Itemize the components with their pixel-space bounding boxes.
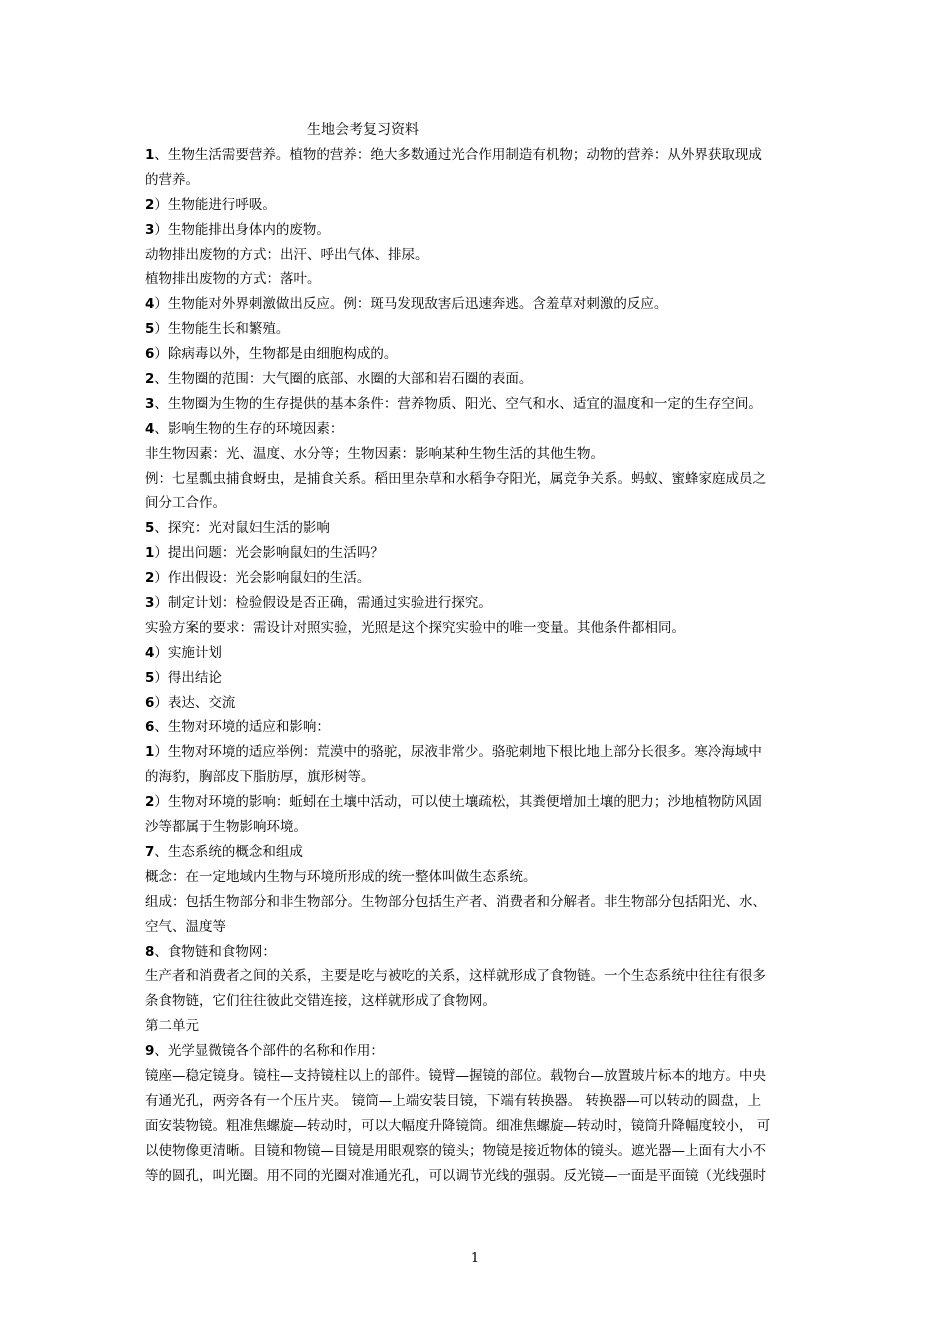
line-text: ）生物对环境的影响：蚯蚓在土壤中活动，可以使土壤疏松，其粪便增加土壤的肥力；沙地植物防风固 xyxy=(154,794,762,811)
item-number: 2 xyxy=(145,196,155,213)
line-text: ）生物能生长和繁殖。 xyxy=(154,321,290,338)
item-number: 7 xyxy=(145,843,155,860)
line-text: ）生物对环境的适应举例：荒漠中的骆驼，尿液非常少。骆驼刺地下根比地上部分长很多。寒冷海域中 xyxy=(154,744,762,761)
line-text: 镜座—稳定镜身。镜柱—支持镜柱以上的部件。镜臂—握镜的部位。载物台—放置玻片标本的地方。中央 xyxy=(145,1067,766,1084)
text-line xyxy=(145,1014,810,1039)
text-line xyxy=(145,865,810,890)
line-text: ）生物能进行呼吸。 xyxy=(154,196,276,213)
text-line xyxy=(145,790,810,815)
item-number: 4 xyxy=(145,420,155,437)
line-text: 、生态系统的概念和组成 xyxy=(154,843,303,860)
line-text: ）得出结论 xyxy=(154,669,222,686)
line-text: ）除病毒以外，生物都是由细胞构成的。 xyxy=(154,346,398,363)
item-number: 8 xyxy=(145,943,155,960)
text-line xyxy=(145,1114,810,1139)
item-number: 4 xyxy=(145,296,155,313)
text-line xyxy=(145,516,810,541)
item-number: 3 xyxy=(145,395,155,412)
line-text: ）生物能对外界刺激做出反应。例：斑马发现敌害后迅速奔逃。含羞草对刺激的反应。 xyxy=(154,296,668,313)
item-number: 6 xyxy=(145,694,155,711)
line-text: 的营养。 xyxy=(145,171,199,188)
line-text: 有通光孔，两旁各有一个压片夹。 镜筒—上端安装目镜，下端有转换器。 转换器—可以转动的圆盘，上 xyxy=(145,1092,762,1109)
document-body xyxy=(145,143,810,1188)
line-text: ）实施计划 xyxy=(154,644,222,661)
page-title: 生地会考复习资料 xyxy=(307,122,419,138)
line-text: 间分工合作。 xyxy=(145,495,226,512)
text-line xyxy=(145,392,810,417)
text-line xyxy=(145,890,810,915)
line-text: 沙等都属于生物影响环境。 xyxy=(145,819,307,836)
line-text: 实验方案的要求：需设计对照实验，光照是这个探究实验中的唯一变量。其他条件都相同。 xyxy=(145,619,685,636)
line-text: 、探究：光对鼠妇生活的影响 xyxy=(154,520,330,537)
line-text: 例：七星瓢虫捕食蚜虫，是捕食关系。稻田里杂草和水稻争夺阳光，属竞争关系。蚂蚁、蜜蜂家庭成员之 xyxy=(145,470,766,487)
text-line xyxy=(145,143,810,168)
item-number: 4 xyxy=(145,644,155,661)
line-text: 、食物链和食物网： xyxy=(154,943,276,960)
line-text: ）生物能排出身体内的废物。 xyxy=(154,221,330,238)
text-line xyxy=(145,940,810,965)
text-line xyxy=(145,815,810,840)
line-text: 组成：包括生物部分和非生物部分。生物部分包括生产者、消费者和分解者。非生物部分包括阳光、水、 xyxy=(145,893,766,910)
item-number: 2 xyxy=(145,570,155,587)
text-line xyxy=(145,1089,810,1114)
text-line xyxy=(145,666,810,691)
text-line xyxy=(145,989,810,1014)
line-text: 、光学显微镜各个部件的名称和作用： xyxy=(154,1043,384,1060)
item-number: 6 xyxy=(145,346,155,363)
item-number: 6 xyxy=(145,719,155,736)
text-line xyxy=(145,915,810,940)
text-line xyxy=(145,367,810,392)
line-text: 等的圆孔，叫光圈。用不同的光圈对准通光孔，可以调节光线的强弱。反光镜—一面是平面镜（光线强时 xyxy=(145,1167,766,1184)
line-text: 、生物对环境的适应和影响： xyxy=(154,719,330,736)
text-line xyxy=(145,765,810,790)
text-line xyxy=(145,591,810,616)
line-text: 、生物生活需要营养。植物的营养：绝大多数通过光合作用制造有机物；动物的营养：从外界获取现成 xyxy=(154,147,762,163)
line-text: 面安装物镜。粗准焦螺旋—转动时，可以大幅度升降镜筒。细准焦螺旋—转动时，镜筒升降幅度较小， 可 xyxy=(145,1117,771,1134)
text-line xyxy=(145,840,810,865)
text-line xyxy=(145,566,810,591)
text-line xyxy=(145,1064,810,1089)
line-text: 空气、温度等 xyxy=(145,918,226,935)
line-text: 非生物因素：光、温度、水分等；生物因素：影响某种生物生活的其他生物。 xyxy=(145,445,604,462)
line-text: 动物排出废物的方式：出汗、呼出气体、排尿。 xyxy=(145,246,429,263)
text-line xyxy=(145,342,810,367)
item-number: 2 xyxy=(145,371,155,388)
text-line xyxy=(145,218,810,243)
line-text: ）表达、交流 xyxy=(154,694,236,711)
text-line xyxy=(145,168,810,193)
line-text: 、影响生物的生存的环境因素： xyxy=(154,420,344,437)
item-number: 1 xyxy=(145,744,155,761)
text-line xyxy=(145,740,810,765)
item-number: 3 xyxy=(145,595,155,612)
item-number: 5 xyxy=(145,520,155,537)
item-number: 5 xyxy=(145,321,155,338)
item-number: 1 xyxy=(145,147,155,163)
item-number: 2 xyxy=(145,794,155,811)
text-line xyxy=(145,541,810,566)
item-number: 9 xyxy=(145,1043,155,1060)
line-text: 植物排出废物的方式：落叶。 xyxy=(145,271,321,288)
item-number: 3 xyxy=(145,221,155,238)
text-line xyxy=(145,616,810,641)
line-text: 、生物圈为生物的生存提供的基本条件：营养物质、阳光、空气和水、适宜的温度和一定的生存空间。 xyxy=(154,395,762,412)
item-number: 1 xyxy=(145,545,155,562)
item-number: 5 xyxy=(145,669,155,686)
text-line xyxy=(145,267,810,292)
text-line xyxy=(145,292,810,317)
line-text: 的海豹，胸部皮下脂肪厚，旗形树等。 xyxy=(145,769,375,786)
line-text: 、生物圈的范围：大气圈的底部、水圈的大部和岩石圈的表面。 xyxy=(154,371,533,388)
text-line xyxy=(145,243,810,268)
text-line xyxy=(145,417,810,442)
line-text: 以使物像更清晰。目镜和物镜—目镜是用眼观察的镜头；物镜是接近物体的镜头。遮光器—上面有大小不 xyxy=(145,1142,766,1159)
line-text: 生产者和消费者之间的关系，主要是吃与被吃的关系，这样就形成了食物链。一个生态系统中往往有很多 xyxy=(145,968,766,985)
text-line xyxy=(145,317,810,342)
line-text: 条食物链，它们往往彼此交错连接，这样就形成了食物网。 xyxy=(145,993,496,1010)
text-line xyxy=(145,491,810,516)
text-line xyxy=(145,1139,810,1164)
text-line xyxy=(145,193,810,218)
text-line xyxy=(145,1164,810,1189)
line-text: ）制定计划：检验假设是否正确，需通过实验进行探究。 xyxy=(154,595,492,612)
text-line xyxy=(145,467,810,492)
line-text: 第二单元 xyxy=(145,1018,199,1035)
text-line xyxy=(145,442,810,467)
text-line xyxy=(145,641,810,666)
line-text: 概念：在一定地域内生物与环境所形成的统一整体叫做生态系统。 xyxy=(145,868,537,885)
line-text: ）提出问题：光会影响鼠妇的生活吗？ xyxy=(154,545,384,562)
text-line xyxy=(145,715,810,740)
text-line xyxy=(145,964,810,989)
text-line xyxy=(145,1039,810,1064)
line-text: ）作出假设：光会影响鼠妇的生活。 xyxy=(154,570,371,587)
text-line xyxy=(145,691,810,716)
page-number: 1 xyxy=(470,1251,480,1266)
